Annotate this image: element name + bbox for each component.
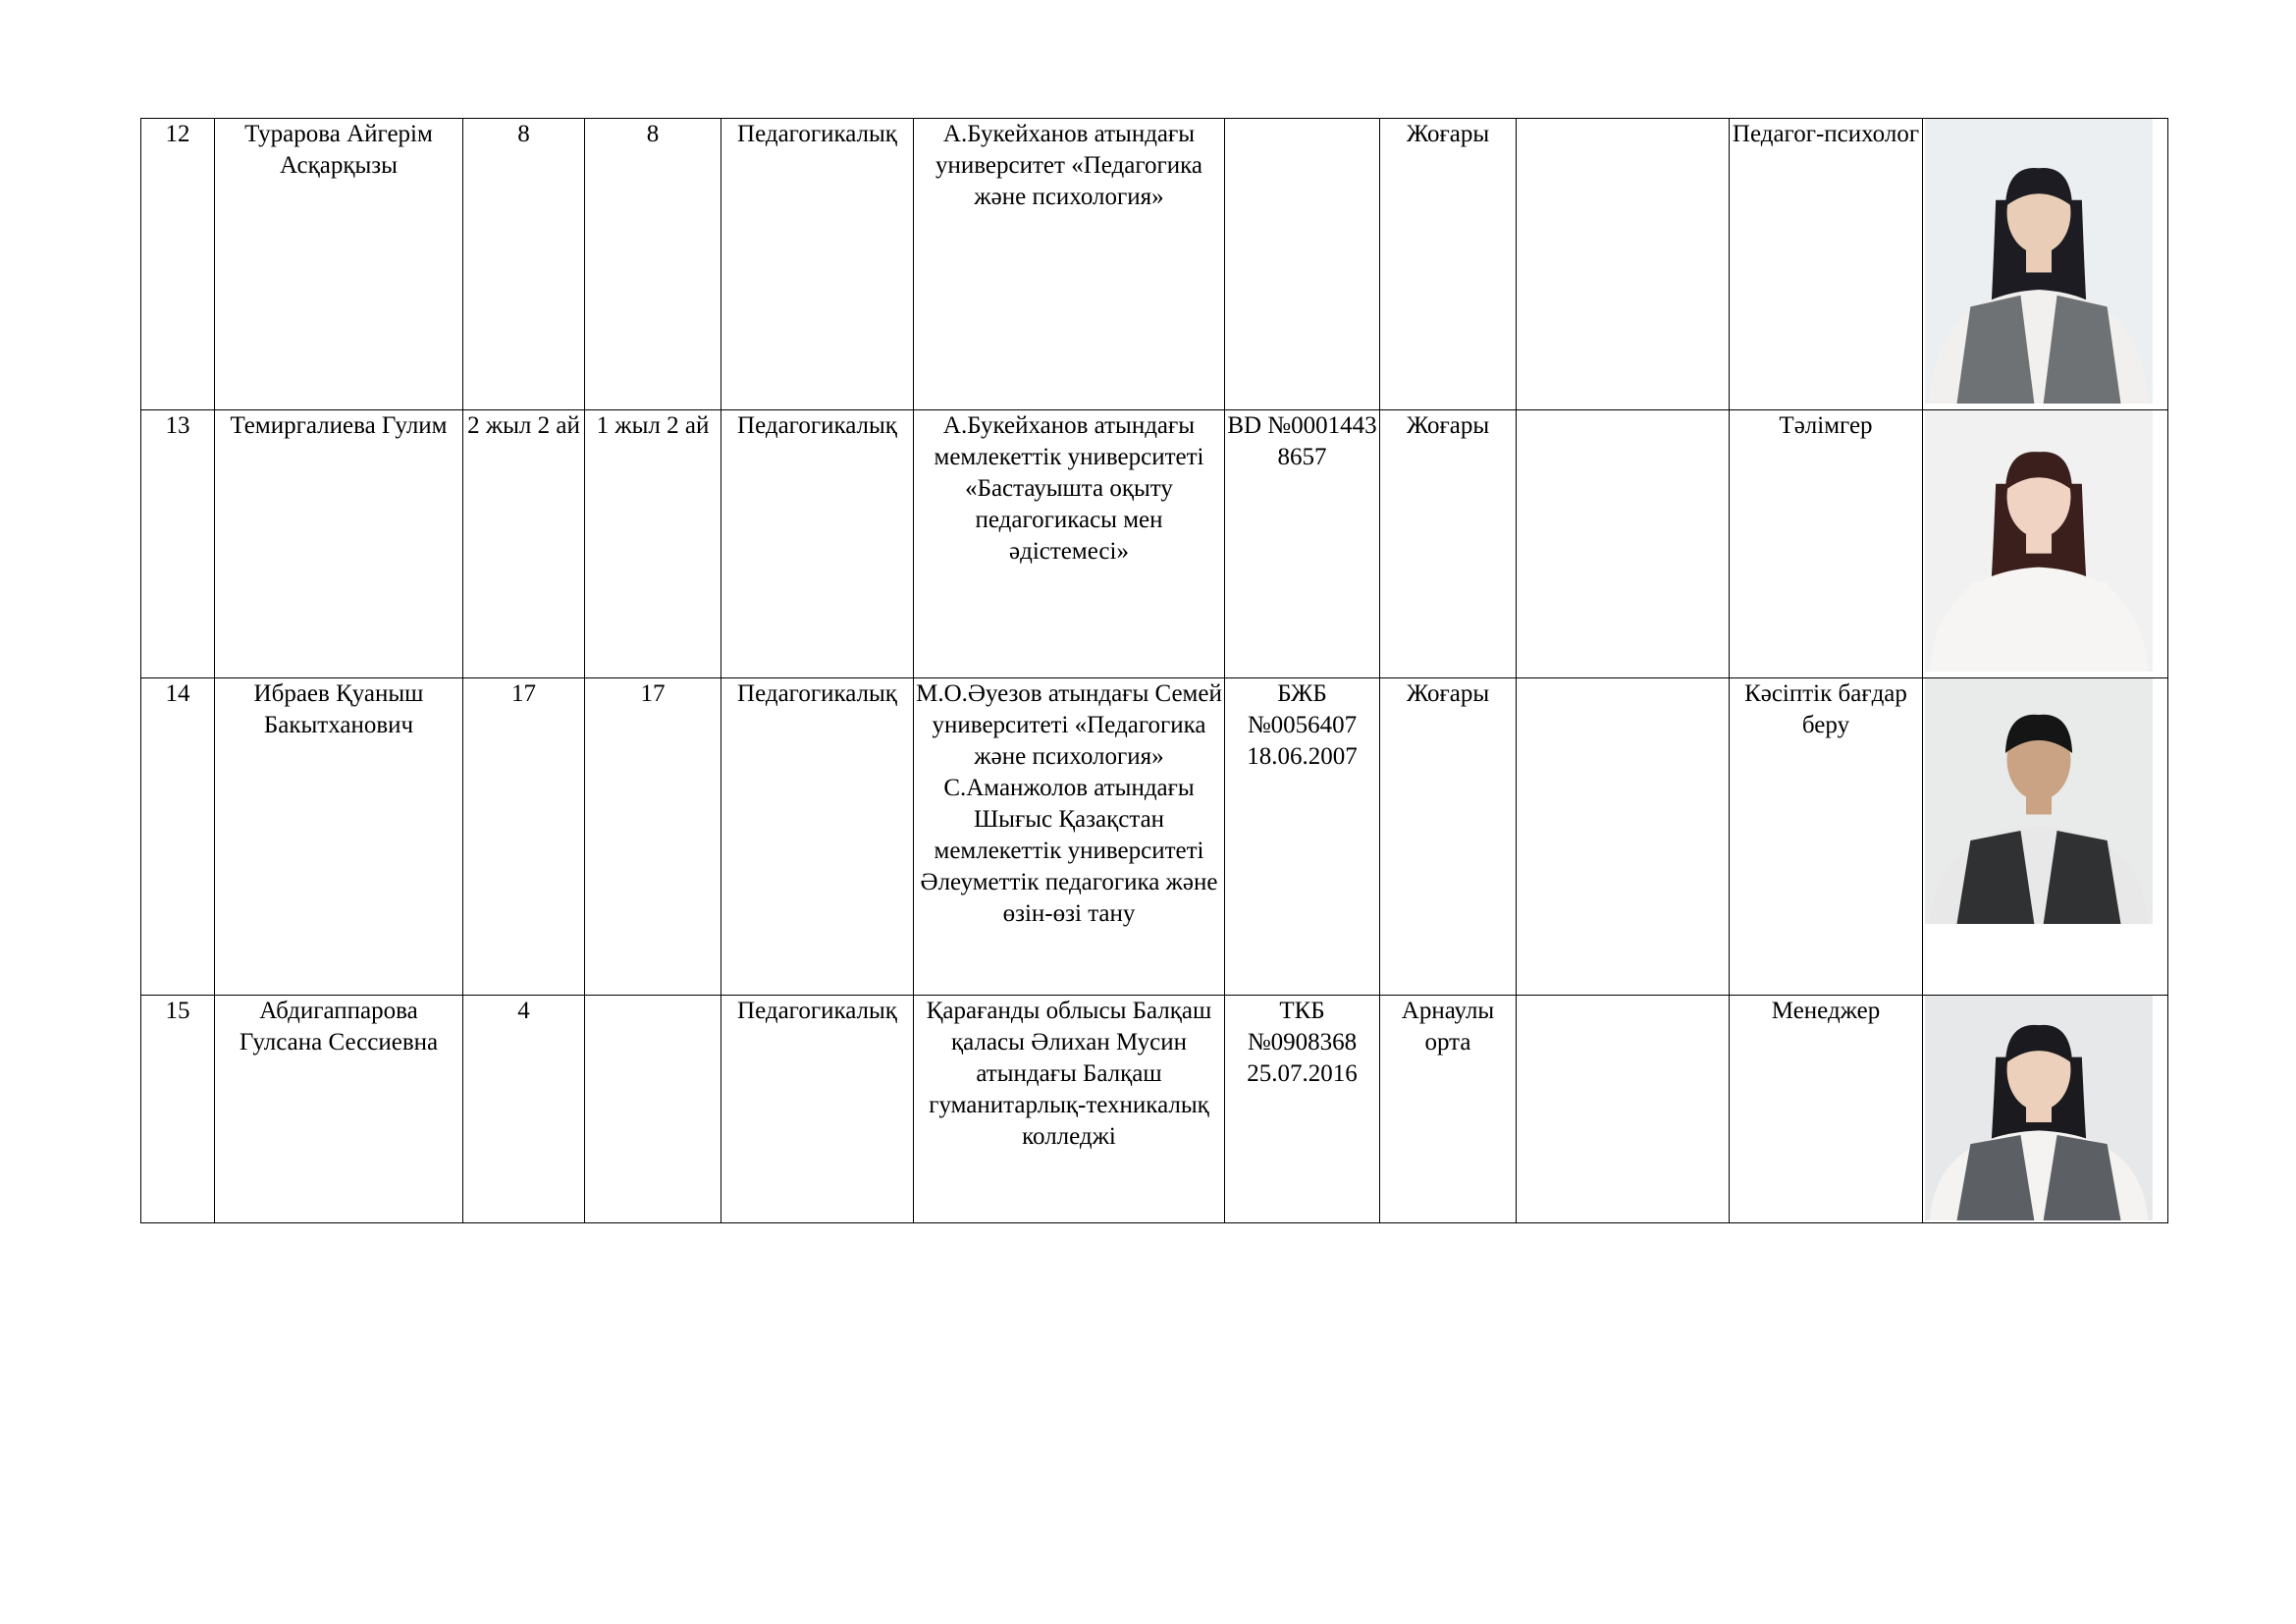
employee-photo xyxy=(1925,996,2153,1220)
category: Педагогикалық xyxy=(721,119,914,410)
education-level: Арнаулы орта xyxy=(1380,996,1517,1223)
row-number: 13 xyxy=(141,410,215,678)
position: Педагог-психолог xyxy=(1730,119,1923,410)
table-row xyxy=(141,410,2168,678)
position: Кәсіптік бағдар беру xyxy=(1730,678,1923,996)
diploma xyxy=(1225,119,1380,410)
photo-cell xyxy=(1923,119,2168,410)
table-row xyxy=(141,119,2168,410)
table-row xyxy=(141,996,2168,1223)
education-level: Жоғары xyxy=(1380,678,1517,996)
category: Педагогикалық xyxy=(721,678,914,996)
category: Педагогикалық xyxy=(721,410,914,678)
photo-cell xyxy=(1923,678,2168,996)
education: А.Букейханов атындағы университет «Педагогика және психология» xyxy=(914,119,1225,410)
education: Қарағанды облысы Балқаш қаласы Әлихан Мусин атындағы Балқаш гуманитарлық-техникалық колледжі xyxy=(914,996,1225,1223)
row-number: 14 xyxy=(141,678,215,996)
extra-info xyxy=(1517,996,1730,1223)
row-number: 15 xyxy=(141,996,215,1223)
photo-cell xyxy=(1923,996,2168,1223)
staff-table xyxy=(140,118,2168,1223)
education-level: Жоғары xyxy=(1380,119,1517,410)
pedagogical-experience: 17 xyxy=(585,678,721,996)
table-row xyxy=(141,678,2168,996)
extra-info xyxy=(1517,119,1730,410)
employee-photo xyxy=(1925,410,2153,672)
position: Менеджер xyxy=(1730,996,1923,1223)
employee-name: Темиргалиева Гулим xyxy=(215,410,463,678)
extra-info xyxy=(1517,410,1730,678)
education-level: Жоғары xyxy=(1380,410,1517,678)
total-experience: 4 xyxy=(463,996,585,1223)
total-experience: 17 xyxy=(463,678,585,996)
photo-cell xyxy=(1923,410,2168,678)
category: Педагогикалық xyxy=(721,996,914,1223)
row-number: 12 xyxy=(141,119,215,410)
employee-photo xyxy=(1925,678,2153,924)
employee-name: Ибраев Қуаныш Бакытханович xyxy=(215,678,463,996)
pedagogical-experience xyxy=(585,996,721,1223)
diploma: BD №0001443 8657 xyxy=(1225,410,1380,678)
total-experience: 8 xyxy=(463,119,585,410)
employee-photo xyxy=(1925,119,2153,404)
extra-info xyxy=(1517,678,1730,996)
pedagogical-experience: 8 xyxy=(585,119,721,410)
diploma: ТКБ №0908368 25.07.2016 xyxy=(1225,996,1380,1223)
total-experience: 2 жыл 2 ай xyxy=(463,410,585,678)
education: М.О.Әуезов атындағы Семей университеті «Педагогика және психология» С.Аманжолов атындағы Шығыс Қазақстан мемлекеттік университеті Әлеуметтік педагогика және өзін-өзі тану xyxy=(914,678,1225,996)
employee-name: Абдигаппарова Гулсана Сессиевна xyxy=(215,996,463,1223)
pedagogical-experience: 1 жыл 2 ай xyxy=(585,410,721,678)
position: Тәлімгер xyxy=(1730,410,1923,678)
education: А.Букейханов атындағы мемлекеттік университеті «Бастауышта оқыту педагогикасы мен әдістемесі» xyxy=(914,410,1225,678)
diploma: БЖБ №0056407 18.06.2007 xyxy=(1225,678,1380,996)
employee-name: Турарова Айгерім Асқарқызы xyxy=(215,119,463,410)
